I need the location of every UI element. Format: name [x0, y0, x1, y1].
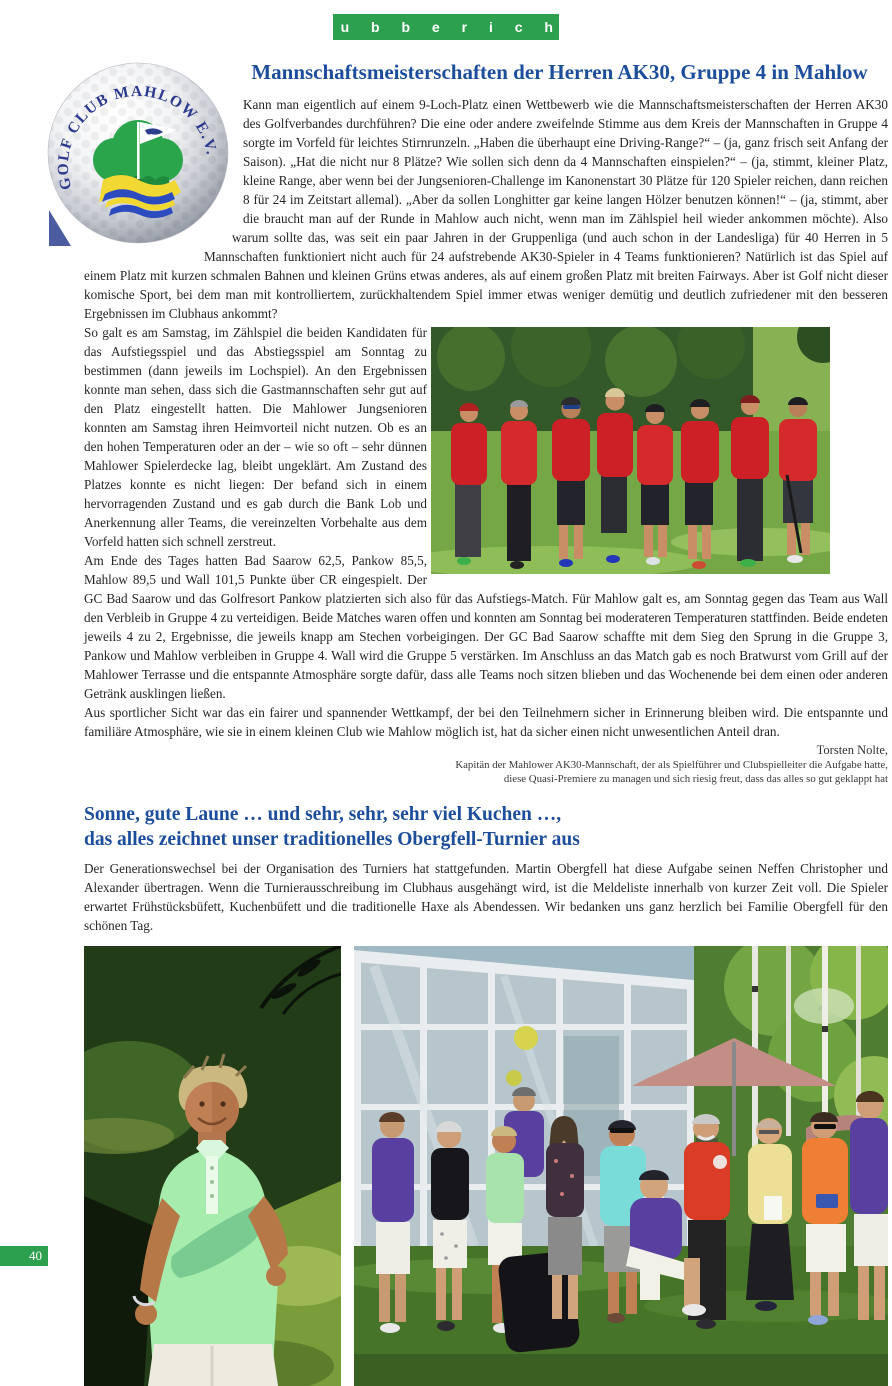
page-number: 40: [29, 1248, 42, 1263]
team-photo-image: [431, 327, 830, 574]
article-1: [54, 60, 888, 1386]
group-photo: [354, 946, 888, 1386]
article2-paragraph: Der Generationswechsel bei der Organisation des Turniers hat stattgefunden. Martin Obergfell hat diese Aufgabe seinen Neffen Christopher und Alexander übertragen. Wenn die Turnierausschreibung im Clubhaus ausgehängt wird, ist die Meldeliste innerhalb von kurzer Zeit voll. Die Spieler erwartet Frühstücksbüfett, Kuchenbüfett und die traditionelle Haxe als Abendessen. Wir bedanken uns ganz herzlich bei Familie Obergfell für den schönen Tag.: [84, 861, 888, 933]
byline-caption-line2: diese Quasi-Premiere zu managen und sich riesig freut, dass das alles so gut geklappt hat: [503, 773, 888, 785]
article1-byline: [84, 743, 888, 786]
woman-walking-photo: [84, 946, 341, 1386]
article2-title: [84, 802, 888, 852]
golf-club-mahlow-logo: [45, 60, 231, 246]
golf-ball-logo-image: [45, 60, 231, 246]
byline-caption-line1: Kapitän der Mahlower AK30-Mannschaft, der als Spielführer und Clubspielleiter die Aufgabe hatte,: [455, 759, 888, 771]
photo-row: [84, 946, 888, 1386]
article1-paragraph-3: Am Ende des Tages hatten Bad Saarow 62,5, Pankow 85,5, Mahlow 89,5 und Wall 101,5 Punkte über CR eingespielt. Der GC Bad Saarow und das Golfresort Pankow platzierten sich also für das Aufstiegs-Match. Für Mahlow galt es, am Sonntag gegen das Team aus Wall den Verbleib in Gruppe 4 zu verteidigen. Beide Matches waren offen und konnten am Sonntag bei moderateren Temperaturen stattfinden. Beide endeten jeweils 4 zu 2, Ergebnisse, die jeweils knapp am Stechen vorbeigingen. Der GC Bad Saarow schaffte mit dem Sieg den Sprung in die Gruppe 3, Pankow und Mahlow verbleiben in Gruppe 4. Wall wird die Gruppe 5 verstärken. Im Anschluss an das Match gab es noch Bratwurst vom Grill auf der Mahlower Terrasse und die entspannte Atmosphäre sorgte dafür, dass alle Teams noch sitzen blieben und das Wochenende bei dem einen oder anderen Getränk ausklingen ließen.: [84, 553, 888, 701]
article1-paragraph-1: Kann man eigentlich auf einem 9-Loch-Platz einen Wettbewerb wie die Mannschaftsmeisterschaften der Herren AK30 des Golfverbandes durchführen? Die eine oder andere zweifelnde Stimme aus dem Kreis der Mannschaften in Gruppe 4 sorgte im Vorfeld für leichtes Stirnrunzeln. „Haben die überhaupt eine Driving-Range?“ – (ja, ganz frisch seit Anfang der Saison). „Hat die nicht nur 8 Plätze? Wie sollen sich denn da 4 Mannschaften einspielen?“ – (ja, stimmt, kleiner Platz, kleine Range, aber wenn bei der Jungsenioren-Challenge im Kanonenstart 30 Plätze für 120 Spieler reichen, dann reichen 8 für 24 im Zeitstart allemal). „Aber da sollen Longhitter gar keine langen Hölzer benutzen können!“ – (ja, stimmt, aber die braucht man auf der Runde in Mahlow auch nicht, wenn man im Zählspiel heil wieder ankommen möchte). Also warum sollte das, was seit ein paar Jahren in der Gruppenliga (und auch schon in der Landesliga) für 40 Herren in 5 Mannschaften funktioniert nicht auch für 24 aufstrebende AK30-Spieler in 4 Teams funktionieren? Natürlich ist das Spiel auf einem Platz mit kurzen schmalen Bahnen und kleinen Grüns etwas anderes, als auf einem großen Platz mit breiten Fairways. Aber ist Golf nicht dieser komische Sport, bei dem man mit kontrolliertem, zurückhaltendem Spiel immer etwas weniger demütig und deutlich zufriedener mit den besseren Ergebnissen im Clubhaus ankommt?: [84, 97, 888, 321]
section-banner-label: C l u b b e r i c h t e: [282, 19, 619, 35]
logo-arc-text: GOLF CLUB MAHLOW E.V.: [54, 82, 221, 192]
article1-paragraph-2: So galt es am Samstag, im Zählspiel die beiden Kandidaten für das Aufstiegsspiel und das Abstiegsspiel am Sonntag zu bestimmen (dann jeweils im Lochspiel). An den Ergebnissen konnte man sehen, dass sich die Gastmannschaften sehr gut auf den Platz eingestellt hatten. Die Mahlower Jungsenioren konnten am Samstag ihren Heimvorteil nicht nutzen. Ob es an den hohen Temperaturen oder an der – wie so oft – sehr dünnen Mahlower Spielerdecke lag, bleibt ungeklärt. Am Zustand des Platzes konnte es nicht liegen: Der befand sich in einem hervorragenden Zustand und es gab durch die Bank Lob und Anerkennung aller Teams, die vereinzelten Vorbehalte aus dem Vorfeld hatten sich schnell zerstreut.: [84, 325, 427, 549]
team-photo: [431, 327, 830, 574]
page-number-badge: [0, 1246, 48, 1266]
section-banner: [282, 14, 619, 40]
article2-title-line1: Sonne, gute Laune … und sehr, sehr, sehr viel Kuchen …,: [84, 804, 562, 825]
byline-author: Torsten Nolte,: [816, 743, 888, 757]
article1-title: Mannschaftsmeisterschaften der Herren AK30, Gruppe 4 in Mahlow: [251, 60, 868, 84]
magazine-page: [0, 14, 892, 1277]
article1-paragraph-4: Aus sportlicher Sicht war das ein fairer und spannender Wettkampf, der bei den Teilnehmern sicher in Erinnerung bleiben wird. Die entspannte und familiäre Atmosphäre, wie sie in einem kleinen Club wie Mahlow möglich ist, hat da sicher einen nicht unwesentlichen Anteil dran.: [84, 705, 888, 739]
article2-title-line2: das alles zeichnet unser traditionelles Obergfell-Turnier aus: [84, 829, 580, 850]
